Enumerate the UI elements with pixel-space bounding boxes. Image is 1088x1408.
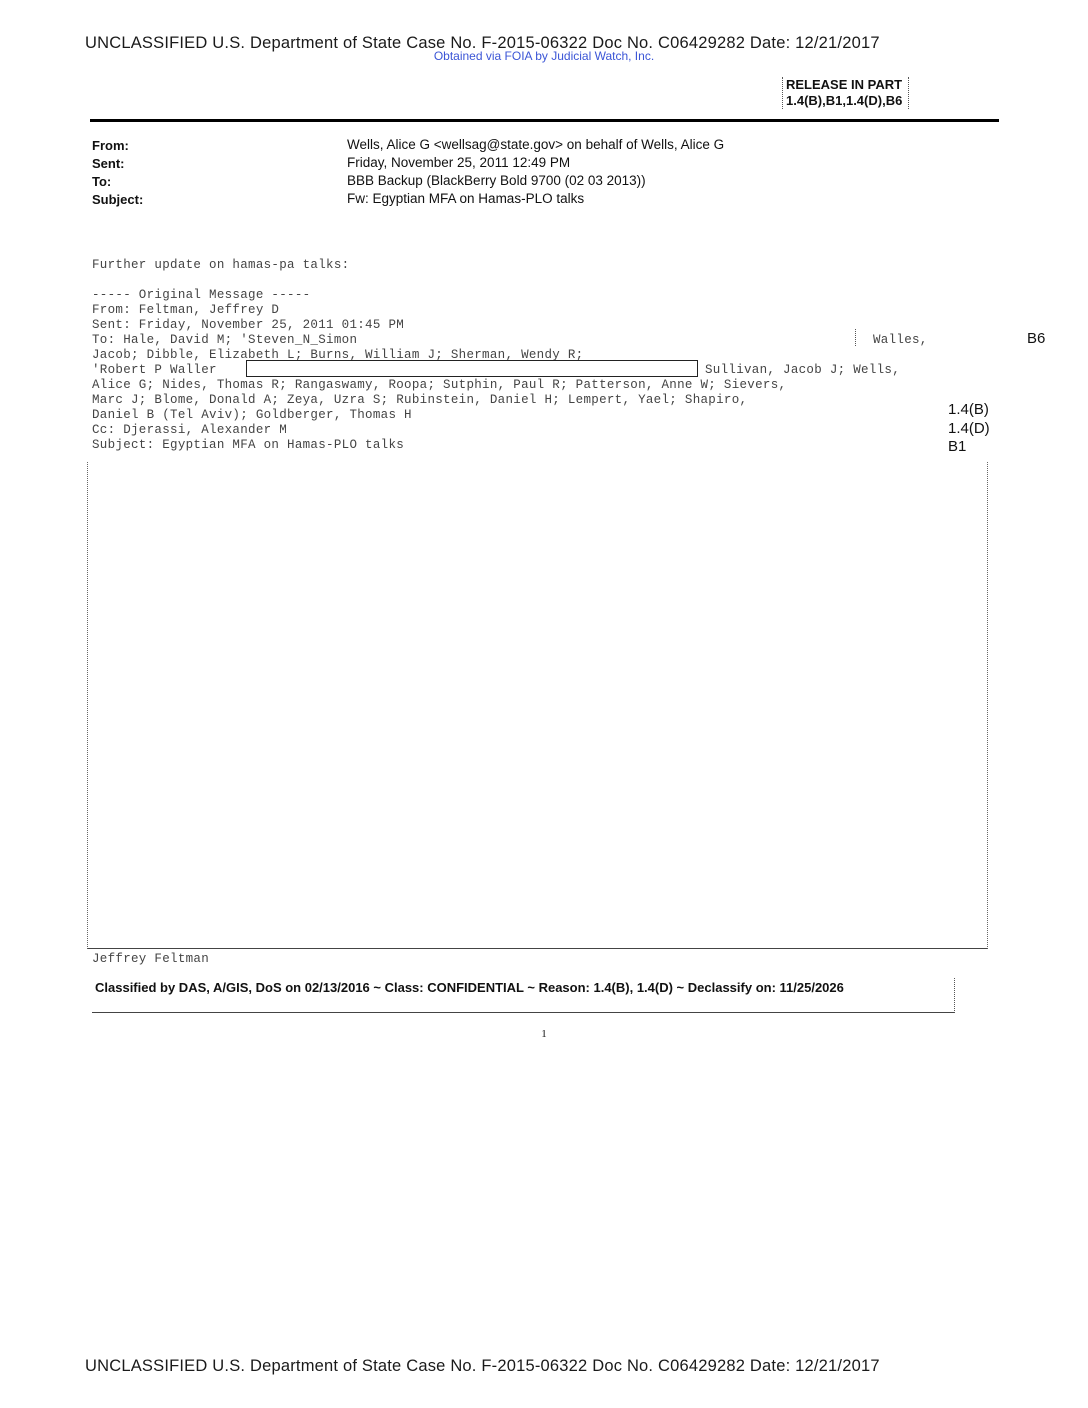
original-cc-line: Cc: Djerassi, Alexander M bbox=[92, 423, 288, 437]
subject-label: Subject: bbox=[92, 192, 144, 207]
header-divider bbox=[90, 119, 999, 122]
redaction-box-email bbox=[246, 360, 698, 377]
original-subject-line: Subject: Egyptian MFA on Hamas-PLO talks bbox=[92, 438, 405, 452]
original-to-line-2: Jacob; Dibble, Elizabeth L; Burns, William J; Sherman, Wendy R; bbox=[92, 348, 584, 362]
original-message-marker: ----- Original Message ----- bbox=[92, 288, 311, 302]
original-to-line-3-start: 'Robert P Waller bbox=[92, 363, 217, 377]
original-to-line-1: To: Hale, David M; 'Steven_N_Simon bbox=[92, 333, 358, 347]
foia-note: Obtained via FOIA by Judicial Watch, Inc. bbox=[433, 49, 655, 63]
exemption-1-4-b: 1.4(B) bbox=[948, 401, 989, 418]
subject-value: Fw: Egyptian MFA on Hamas-PLO talks bbox=[347, 191, 585, 206]
unclassified-banner-bottom: UNCLASSIFIED U.S. Department of State Case No. F-2015-06322 Doc No. C06429282 Date: 12/21/2017 bbox=[85, 1357, 880, 1375]
to-label: To: bbox=[92, 174, 112, 189]
release-stamp bbox=[782, 77, 909, 109]
original-to-line-1-end: Walles, bbox=[873, 333, 928, 347]
original-to-line-5: Marc J; Blome, Donald A; Zeya, Uzra S; Rubinstein, Daniel H; Lempert, Yael; Shapiro, bbox=[92, 393, 748, 407]
intro-line: Further update on hamas-pa talks: bbox=[92, 258, 350, 272]
redacted-body-region bbox=[87, 462, 988, 949]
original-from-line: From: Feltman, Jeffrey D bbox=[92, 303, 280, 317]
original-sent-line: Sent: Friday, November 25, 2011 01:45 PM bbox=[92, 318, 405, 332]
sent-value: Friday, November 25, 2011 12:49 PM bbox=[347, 155, 571, 170]
exemption-b6: B6 bbox=[1027, 330, 1046, 347]
release-stamp-line2: 1.4(B),B1,1.4(D),B6 bbox=[786, 93, 903, 108]
original-to-line-4: Alice G; Nides, Thomas R; Rangaswamy, Roopa; Sutphin, Paul R; Patterson, Anne W; Sievers, bbox=[92, 378, 787, 392]
page-number: 1 bbox=[541, 1028, 547, 1040]
signature-line: Jeffrey Feltman bbox=[92, 952, 210, 966]
from-value: Wells, Alice G <wellsag@state.gov> on behalf of Wells, Alice G bbox=[347, 137, 725, 152]
exemption-b1: B1 bbox=[948, 438, 967, 455]
original-to-line-3-end: Sullivan, Jacob J; Wells, bbox=[705, 363, 901, 377]
original-to-line-6: Daniel B (Tel Aviv); Goldberger, Thomas H bbox=[92, 408, 412, 422]
release-stamp-line1: RELEASE IN PART bbox=[786, 77, 903, 92]
unclassified-banner-top: UNCLASSIFIED U.S. Department of State Case No. F-2015-06322 Doc No. C06429282 Date: 12/21/2017 bbox=[85, 34, 880, 52]
to-value: BBB Backup (BlackBerry Bold 9700 (02 03 2013)) bbox=[347, 173, 646, 188]
exemption-1-4-d: 1.4(D) bbox=[948, 420, 990, 437]
redaction-mark-b6 bbox=[855, 329, 856, 346]
sent-label: Sent: bbox=[92, 156, 125, 171]
from-label: From: bbox=[92, 138, 129, 153]
classification-text: Classified by DAS, A/GIS, DoS on 02/13/2016 ~ Class: CONFIDENTIAL ~ Reason: 1.4(B), 1.4(D) ~ Declassify on: 11/25/2026 bbox=[95, 980, 844, 995]
